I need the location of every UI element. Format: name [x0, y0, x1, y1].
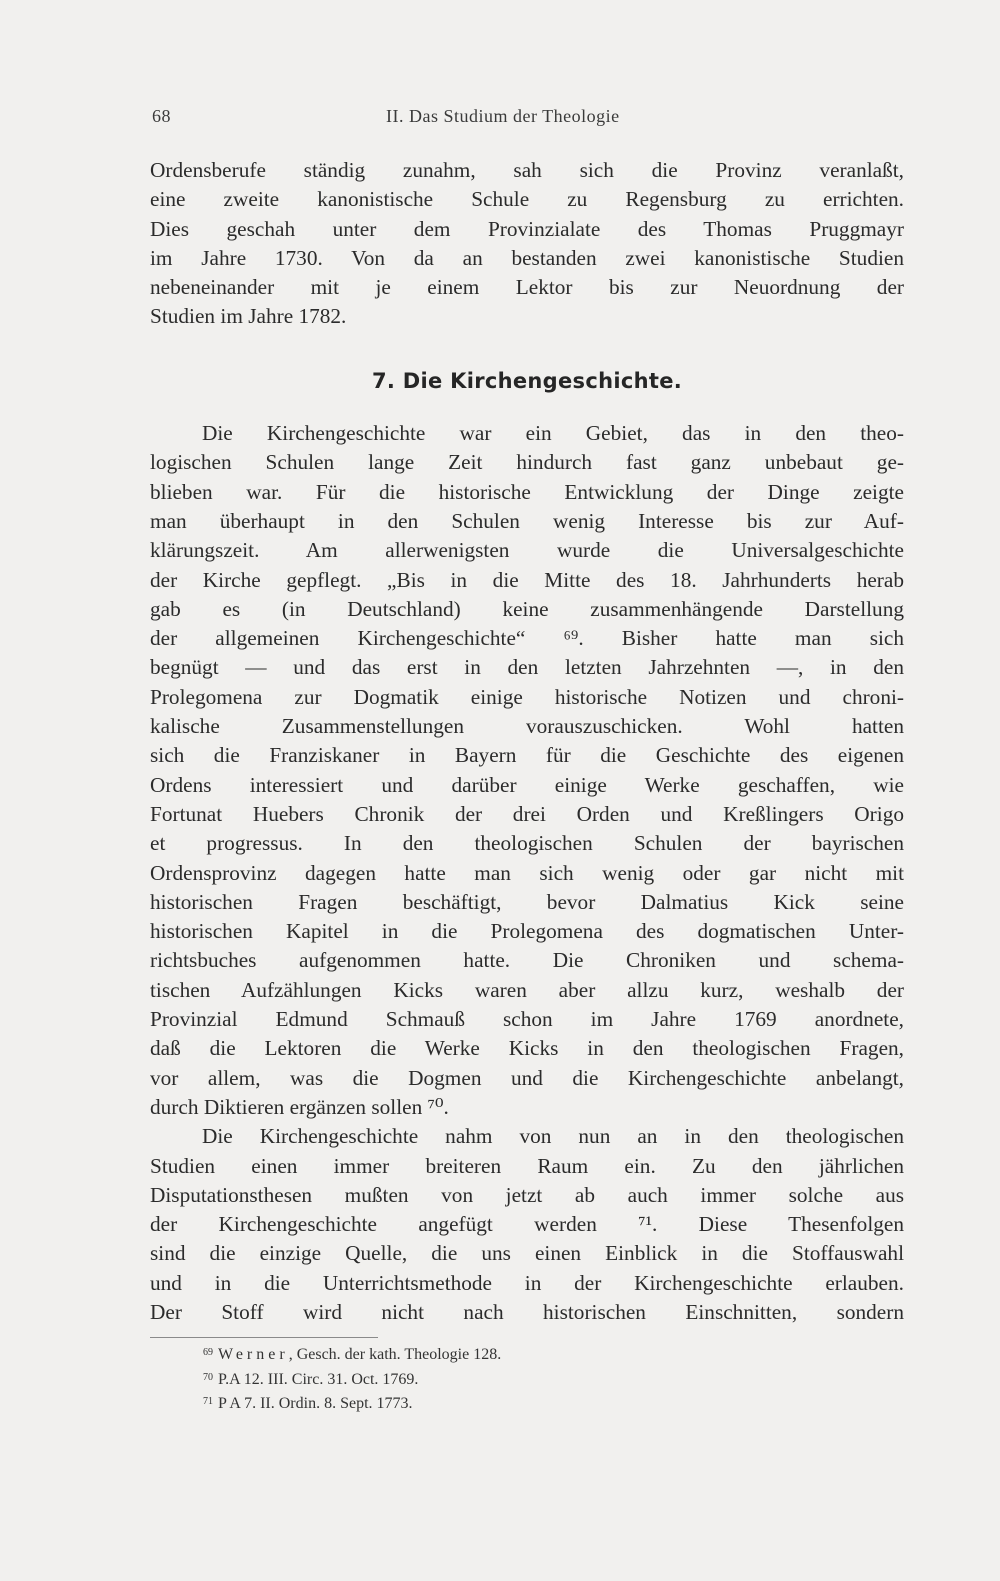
text-line: Ordensberufe ständig zunahm, sah sich die Provinz veranlaßt,: [150, 158, 904, 182]
text-line: nebeneinander mit je einem Lektor bis zur Neuordnung der: [150, 275, 904, 300]
footnote-text: , Gesch. der kath. Theologie 128.: [288, 1346, 502, 1363]
text-line: historischen Fragen beschäftigt, bevor Dalmatius Kick seine: [150, 889, 904, 914]
text-line: richtsbuches aufgenommen hatte. Die Chroniken und schema-: [150, 948, 904, 973]
paragraph-2: [150, 419, 904, 1122]
footnote-text: P.A 12. III. Circ. 31. Oct. 1769.: [218, 1370, 419, 1388]
book-page: [150, 102, 904, 1327]
text-line: Ordensprovinz dagegen hatte man sich wenig oder gar nicht mit: [150, 860, 904, 885]
footnote-71: [203, 1391, 501, 1416]
text-line: Die Kirchengeschichte nahm von nun an in den theologischen: [202, 1124, 904, 1149]
text-line: Prolegomena zur Dogmatik einige historische Notizen und chroni-: [150, 684, 904, 709]
text-line: man überhaupt in den Schulen wenig Interesse bis zur Auf-: [150, 508, 904, 533]
text-line: der allgemeinen Kirchengeschichte“ ⁶⁹. Bisher hatte man sich: [150, 626, 904, 651]
footnote-69: [203, 1342, 501, 1367]
footnote-70: [203, 1367, 501, 1392]
page-number: 68: [152, 106, 171, 126]
text-line: und in die Unterrichtsmethode in der Kirchengeschichte erlauben.: [150, 1270, 904, 1295]
text-line: gab es (in Deutschland) keine zusammenhängende Darstellung: [150, 596, 904, 621]
text-line: der Kirchengeschichte angefügt werden ⁷¹. Diese Thesenfolgen: [150, 1212, 904, 1237]
footnote-number: 71: [203, 1396, 213, 1407]
paragraph-3: [150, 1122, 904, 1327]
text-line: sind die einzige Quelle, die uns einen Einblick in die Stoffauswahl: [150, 1241, 904, 1266]
text-line: sich die Franziskaner in Bayern für die Geschichte des eigenen: [150, 743, 904, 768]
text-line: eine zweite kanonistische Schule zu Regensburg zu errichten.: [150, 187, 904, 212]
text-line: vor allem, was die Dogmen und die Kirchengeschichte anbelangt,: [150, 1065, 904, 1090]
text-line: begnügt — und das erst in den letzten Jahrzehnten —, in den: [150, 655, 904, 680]
text-line: blieben war. Für die historische Entwicklung der Dinge zeigte: [150, 479, 904, 504]
text-line: logischen Schulen lange Zeit hindurch fast ganz unbebaut ge-: [150, 450, 904, 475]
text-line: historischen Kapitel in die Prolegomena des dogmatischen Unter-: [150, 919, 904, 944]
text-line: klärungszeit. Am allerwenigsten wurde die Universalgeschichte: [150, 538, 904, 563]
footnote-text: P A 7. II. Ordin. 8. Sept. 1773.: [218, 1395, 413, 1412]
text-line: Provinzial Edmund Schmauß schon im Jahre 1769 anordnete,: [150, 1007, 904, 1032]
footnote-rule: [150, 1337, 378, 1338]
text-line: Studien einen immer breiteren Raum ein. Zu den jährlichen: [150, 1153, 904, 1178]
text-line: der Kirche gepflegt. „Bis in die Mitte des 18. Jahrhunderts herab: [150, 567, 904, 592]
footnotes: [203, 1342, 501, 1416]
paragraph-1: [150, 156, 904, 332]
running-title: II. Das Studium der Theologie: [386, 106, 620, 126]
text-line: kalische Zusammenstellungen vorauszuschicken. Wohl hatten: [150, 714, 904, 739]
text-line: Der Stoff wird nicht nach historischen Einschnitten, sondern: [150, 1299, 904, 1324]
text-line: Die Kirchengeschichte war ein Gebiet, das in den theo-: [202, 421, 904, 446]
text-line: et progressus. In den theologischen Schulen der bayrischen: [150, 831, 904, 856]
text-line: daß die Lektoren die Werke Kicks in den theologischen Fragen,: [150, 1036, 904, 1061]
footnote-number: 69: [203, 1347, 213, 1358]
body-text: [150, 156, 904, 1327]
footnote-author: Werner: [218, 1346, 289, 1363]
text-line: Disputationsthesen mußten von jetzt ab auch immer solche aus: [150, 1182, 904, 1207]
section-heading: 7. Die Kirchengeschichte.: [371, 368, 683, 393]
text-line: Dies geschah unter dem Provinzialate des Thomas Pruggmayr: [150, 216, 904, 241]
text-line: tischen Aufzählungen Kicks waren aber allzu kurz, weshalb der: [150, 977, 904, 1002]
text-line: durch Diktieren ergänzen sollen ⁷⁰.: [150, 1094, 449, 1119]
text-line: im Jahre 1730. Von da an bestanden zwei kanonistische Studien: [150, 245, 904, 270]
text-line: Ordens interessiert und darüber einige Werke geschaffen, wie: [150, 772, 904, 797]
text-line: Studien im Jahre 1782.: [150, 304, 347, 329]
running-head: [150, 102, 904, 128]
footnote-number: 70: [203, 1371, 213, 1383]
text-line: Fortunat Huebers Chronik der drei Orden und Kreßlingers Origo: [150, 801, 904, 826]
